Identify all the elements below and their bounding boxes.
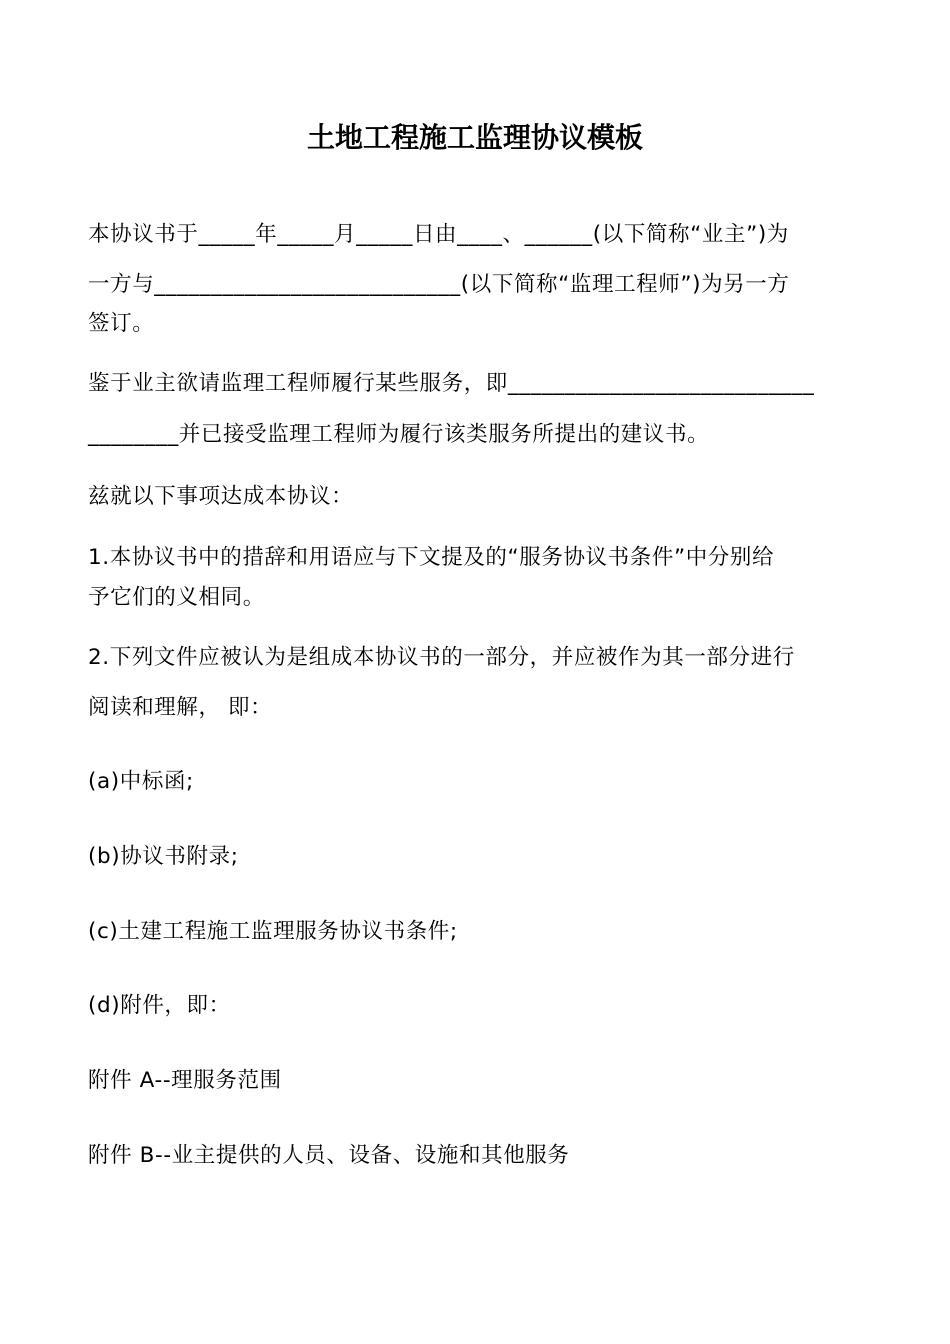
document-title: 土地工程施工监理协议模板	[306, 121, 643, 154]
list-item: (c)土建工程施工监理服务协议书条件;	[88, 919, 458, 944]
list-item: (b)协议书附录;	[88, 844, 239, 869]
list-item: (a)中标函;	[88, 769, 194, 794]
paragraph-line: ________并已接受监理工程师为履行该类服务所提出的建议书。	[88, 422, 710, 447]
paragraph-line: 1.本协议书中的措辞和用语应与下文提及的“服务协议书条件”中分别给	[88, 545, 775, 570]
paragraph-line: 签订。	[88, 311, 155, 336]
paragraph-line: 兹就以下事项达成本协议：	[88, 484, 354, 509]
list-item: (d)附件，即：	[88, 993, 231, 1018]
paragraph-line: 一方与___________________________(以下简称“监理工程师”)为另一方	[88, 272, 790, 297]
paragraph-line: 本协议书于_____年_____月_____日由____、______(以下简称“业主”)为	[88, 222, 789, 247]
paragraph-line: 鉴于业主欲请监理工程师履行某些服务，即___________________________	[88, 371, 815, 396]
attachment-item: 附件 B--业主提供的人员、设备、设施和其他服务	[88, 1143, 570, 1168]
attachment-item: 附件 A--理服务范围	[88, 1068, 282, 1093]
paragraph-line: 予它们的义相同。	[88, 585, 265, 610]
paragraph-line: 2.下列文件应被认为是组成本协议书的一部分，并应被作为其一部分进行	[88, 645, 795, 670]
paragraph-line: 阅读和理解， 即：	[88, 695, 273, 720]
